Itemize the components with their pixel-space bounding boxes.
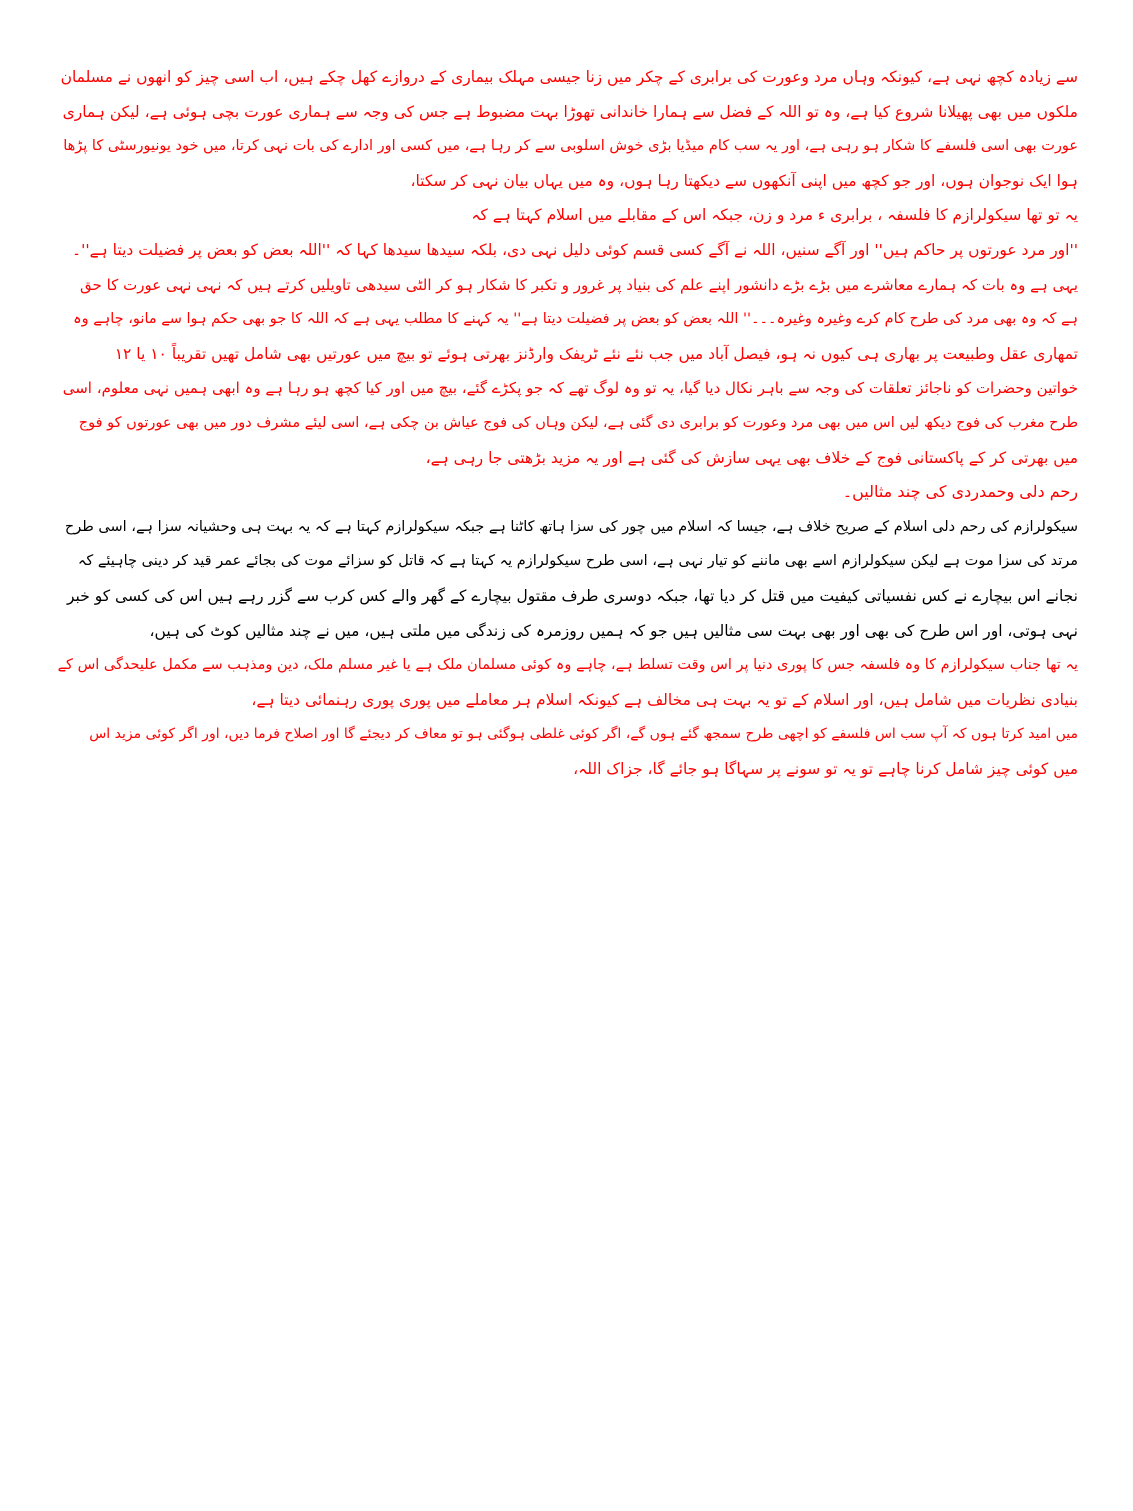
- text-line: بنیادی نظریات میں شامل ہیں، اور اسلام کے تو یہ بہت ہی مخالف ہے کیونکہ اسلام ہر معاملے میں پوری پوری رہنمائی دیتا ہے،: [251, 690, 1078, 709]
- text-line: یہ تھا جناب سیکولرازم کا وہ فلسفہ جس کا پوری دنیا پر اس وقت تسلط ہے، چاہے وہ کوئی مسلمان ملک ہے یا غیر مسلم ملک، دین ومذہب سے مکمل علیحدگی اس کے: [58, 657, 1078, 674]
- paragraph-closing: [58, 717, 1078, 786]
- section-heading: [58, 475, 1078, 509]
- text-line: یہی ہے وہ بات کہ ہمارے معاشرے میں بڑے بڑے دانشور اپنے علم کی بنیاد پر غرور و تکبر کا شکار ہو کر الٹی سیدھی تاویلیں کرتے ہیں کہ نہی نہی عورت کا حق: [80, 275, 1078, 294]
- text-line: ''اور مرد عورتوں پر حاکم ہیں'' اور آگے سنیں، اللہ نے آگے کسی قسم کوئی دلیل نہی دی، بلکہ سیدھا سیدھا کہا کہ ''اللہ بعض کو بعض پر فضیلت دیتا ہے''۔: [71, 240, 1078, 259]
- section-heading-text: رحم دلی وحمدردی کی چند مثالیں۔: [842, 482, 1078, 502]
- text-line: ہے کہ وہ بھی مرد کی طرح کام کرے وغیرہ وغیرہ۔۔۔'' اللہ بعض کو بعض پر فضیلت دیتا ہے'' یہ کہنے کا مطلب یہی ہے کہ اللہ کا جو بھی حکم ہوا سے مانو، چاہے وہ: [73, 311, 1078, 328]
- text-line: سیکولرازم کی رحم دلی اسلام کے صریح خلاف ہے، جیسا کہ اسلام میں چور کی سزا ہاتھ کاٹنا ہے جبکہ سیکولرازم کہتا ہے کہ یہ بہت ہی وحشیانہ سزا ہے، اسی طرح: [64, 518, 1078, 535]
- text-line: میں بھرتی کر کے پاکستانی فوج کے خلاف بھی یہی سازش کی گئی ہے اور یہ مزید بڑھتی جا رہی ہے،: [425, 448, 1078, 467]
- text-line: نہی ہوتی، اور اس طرح کی بھی اور بھی بہت سی مثالیں ہیں جو کہ ہمیں روزمرہ کی زندگی میں ملتی ہیں، میں نے چند مثالیں کوٹ کی ہیں،: [149, 621, 1078, 640]
- paragraph-summary: [58, 648, 1078, 717]
- paragraph-islamic-view: [58, 233, 1078, 475]
- text-line: تمھاری عقل وطبیعت پر بھاری ہی کیوں نہ ہو، فیصل آباد میں جب نئے نئے ٹریفک وارڈنز بھرتی ہوئے تو بیچ میں عورتیں بھی شامل تھیں تقریباً ۱۰ یا ۱۲: [114, 344, 1078, 363]
- text-line: میں کوئی چیز شامل کرنا چاہے تو یہ تو سونے پر سہاگا ہو جائے گا، جزاک اللہ،: [573, 759, 1078, 778]
- text-line: خواتین وحضرات کو ناجائز تعلقات کی وجہ سے باہر نکال دیا گیا، یہ تو وہ لوگ تھے کہ جو پکڑے گئے، بیچ میں اور کیا کچھ ہو رہا ہے وہ ابھی ہمیں نہی معلوم، اسی: [62, 379, 1078, 398]
- text-line: سے زیادہ کچھ نہی ہے، کیونکہ وہاں مرد وعورت کی برابری کے چکر میں زنا جیسی مہلک بیماری کے دروازے کھل چکے ہیں، اب اسی چیز کو انھوں نے مسلمان: [60, 68, 1078, 86]
- text-line: ہوا ایک نوجوان ہوں، اور جو کچھ میں اپنی آنکھوں سے دیکھتا رہا ہوں، وہ میں یہاں بیان نہی کر سکتا،: [410, 171, 1078, 190]
- document-page: [58, 60, 1078, 786]
- paragraph-mercy-examples: [58, 510, 1078, 648]
- text-line: مرتد کی سزا موت ہے لیکن سیکولرازم اسے بھی ماننے کو تیار نہی ہے، اسی طرح سیکولرازم یہ کہتا ہے کہ قاتل کو سزائے موت کی بجائے عمر قید کر دینی چاہیئے کہ: [77, 553, 1078, 570]
- text-line: نجانے اس بیچارے نے کس نفسیاتی کیفیت میں قتل کر دیا تھا، جبکہ دوسری طرف مقتول بیچارے کے گھر والے کس کرب سے گزر رہے ہیں اس کی کسی کو خبر: [67, 586, 1078, 605]
- text-line: یہ تو تھا سیکولرازم کا فلسفہ ، برابری ء مرد و زن، جبکہ اس کے مقابلے میں اسلام کہتا ہے کہ: [471, 206, 1078, 225]
- text-line: عورت بھی اسی فلسفے کا شکار ہو رہی ہے، اور یہ سب کام میڈیا بڑی خوش اسلوبی سے کر رہا ہے، میں کسی اور ادارے کی بات نہی کرتا، میں خود یونیورسٹی کا پڑھا: [63, 138, 1078, 155]
- paragraph-west-intro: [58, 60, 1078, 198]
- text-line: ملکوں میں بھی پھیلانا شروع کیا ہے، وہ تو اللہ کے فضل سے ہمارا خاندانی تھوڑا بہت مضبوط ہے جس کی وجہ سے ہماری عورت بچی ہوئی ہے، لیکن ہماری: [62, 102, 1078, 121]
- text-line: طرح مغرب کی فوج دیکھ لیں اس میں بھی مرد وعورت کو برابری دی گئی ہے، لیکن وہاں کی فوج عیاش بن چکی ہے، اسی لیئے مشرف دور میں بھی عورتوں کو فوج: [78, 414, 1078, 431]
- paragraph-secularism-equality: [58, 198, 1078, 232]
- text-line: میں امید کرتا ہوں کہ آپ سب اس فلسفے کو اچھی طرح سمجھ گئے ہوں گے، اگر کوئی غلطی ہوگئی ہو تو معاف کر دیجئے گا اور اصلاح فرما دیں، اور اگر کوئی مزید اس: [89, 726, 1078, 743]
